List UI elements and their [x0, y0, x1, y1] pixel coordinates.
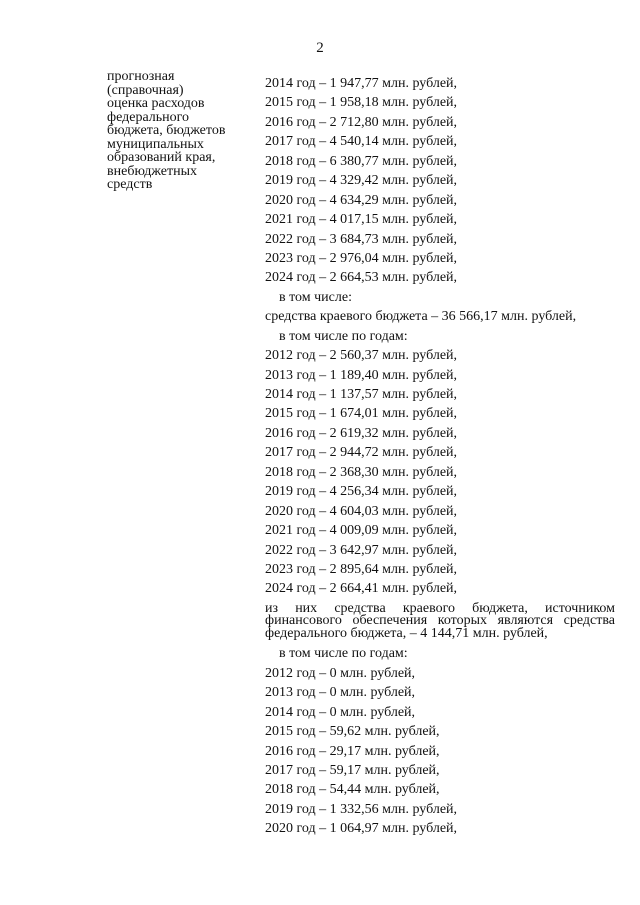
left-label-line: средств: [107, 177, 153, 192]
left-label-line: (справочная): [107, 82, 184, 98]
year-amount-row: 2014 год – 1 137,57 млн. рублей,: [265, 387, 458, 402]
left-label-line: внебюджетных: [107, 163, 198, 179]
year-amount-row: 2021 год – 4 017,15 млн. рублей,: [265, 212, 458, 228]
by-years-label: в том числе по годам:: [279, 646, 408, 662]
year-amount-row: 2012 год – 0 млн. рублей,: [265, 665, 416, 681]
year-amount-row: 2023 год – 2 895,64 млн. рублей,: [265, 561, 458, 577]
year-amount-row: 2020 год – 1 064,97 млн. рублей,: [265, 821, 458, 837]
year-amount-row: 2017 год – 59,17 млн. рублей,: [265, 762, 440, 778]
year-amount-row: 2015 год – 1 674,01 млн. рублей,: [265, 406, 458, 422]
left-label-line: оценка расходов: [107, 96, 205, 111]
year-amount-row: 2012 год – 2 560,37 млн. рублей,: [265, 348, 458, 364]
year-amount-row: 2018 год – 54,44 млн. рублей,: [265, 782, 440, 798]
year-amount-row: 2021 год – 4 009,09 млн. рублей,: [265, 523, 458, 539]
left-label-line: прогнозная: [107, 69, 175, 84]
page-number: 2: [316, 40, 324, 56]
left-label-line: бюджета, бюджетов: [107, 123, 226, 138]
in-total-label: в том числе:: [279, 289, 352, 305]
by-years-label: в том числе по годам:: [279, 328, 408, 344]
year-amount-row: 2019 год – 4 329,42 млн. рублей,: [265, 173, 458, 189]
year-amount-row: 2015 год – 59,62 млн. рублей,: [265, 724, 440, 740]
year-amount-row: 2013 год – 0 млн. рублей,: [265, 685, 416, 701]
year-amount-row: 2018 год – 2 368,30 млн. рублей,: [265, 464, 458, 480]
year-amount-row: 2014 год – 0 млн. рублей,: [265, 704, 416, 720]
funding-content: [265, 74, 615, 839]
federal-funds-paragraph: из них средства краевого бюджета, источником финансового обеспечения которых являются средства федерального бюджета, – 4 144,71 млн. рублей,: [265, 600, 615, 641]
year-amount-row: 2020 год – 4 604,03 млн. рублей,: [265, 503, 458, 519]
funding-block-total: [265, 74, 615, 288]
year-amount-row: 2016 год – 2 712,80 млн. рублей,: [265, 114, 458, 130]
left-column-label: [107, 70, 257, 192]
year-amount-row: 2017 год – 2 944,72 млн. рублей,: [265, 445, 458, 461]
funding-block-kraevoy: [265, 346, 615, 599]
year-amount-row: 2014 год – 1 947,77 млн. рублей,: [265, 76, 458, 91]
year-amount-row: 2023 год – 2 976,04 млн. рублей,: [265, 250, 458, 266]
year-amount-row: 2019 год – 1 332,56 млн. рублей,: [265, 801, 458, 817]
year-amount-row: 2016 год – 2 619,32 млн. рублей,: [265, 425, 458, 441]
year-amount-row: 2019 год – 4 256,34 млн. рублей,: [265, 484, 458, 500]
year-amount-row: 2018 год – 6 380,77 млн. рублей,: [265, 153, 458, 169]
year-amount-row: 2022 год – 3 642,97 млн. рублей,: [265, 542, 458, 558]
year-amount-row: 2024 год – 2 664,41 млн. рублей,: [265, 581, 458, 597]
year-amount-row: 2022 год – 3 684,73 млн. рублей,: [265, 231, 458, 247]
left-label-line: муниципальных: [107, 136, 204, 152]
year-amount-row: 2017 год – 4 540,14 млн. рублей,: [265, 134, 458, 150]
year-amount-row: 2024 год – 2 664,53 млн. рублей,: [265, 270, 458, 286]
left-label-line: федерального: [107, 109, 190, 125]
year-amount-row: 2013 год – 1 189,40 млн. рублей,: [265, 367, 458, 383]
kraevoy-budget-total: средства краевого бюджета – 36 566,17 млн. рублей,: [265, 309, 577, 325]
funding-block-federal: [265, 664, 615, 839]
year-amount-row: 2015 год – 1 958,18 млн. рублей,: [265, 95, 458, 111]
left-label-line: образований края,: [107, 150, 216, 165]
year-amount-row: 2016 год – 29,17 млн. рублей,: [265, 743, 440, 759]
year-amount-row: 2020 год – 4 634,29 млн. рублей,: [265, 192, 458, 208]
